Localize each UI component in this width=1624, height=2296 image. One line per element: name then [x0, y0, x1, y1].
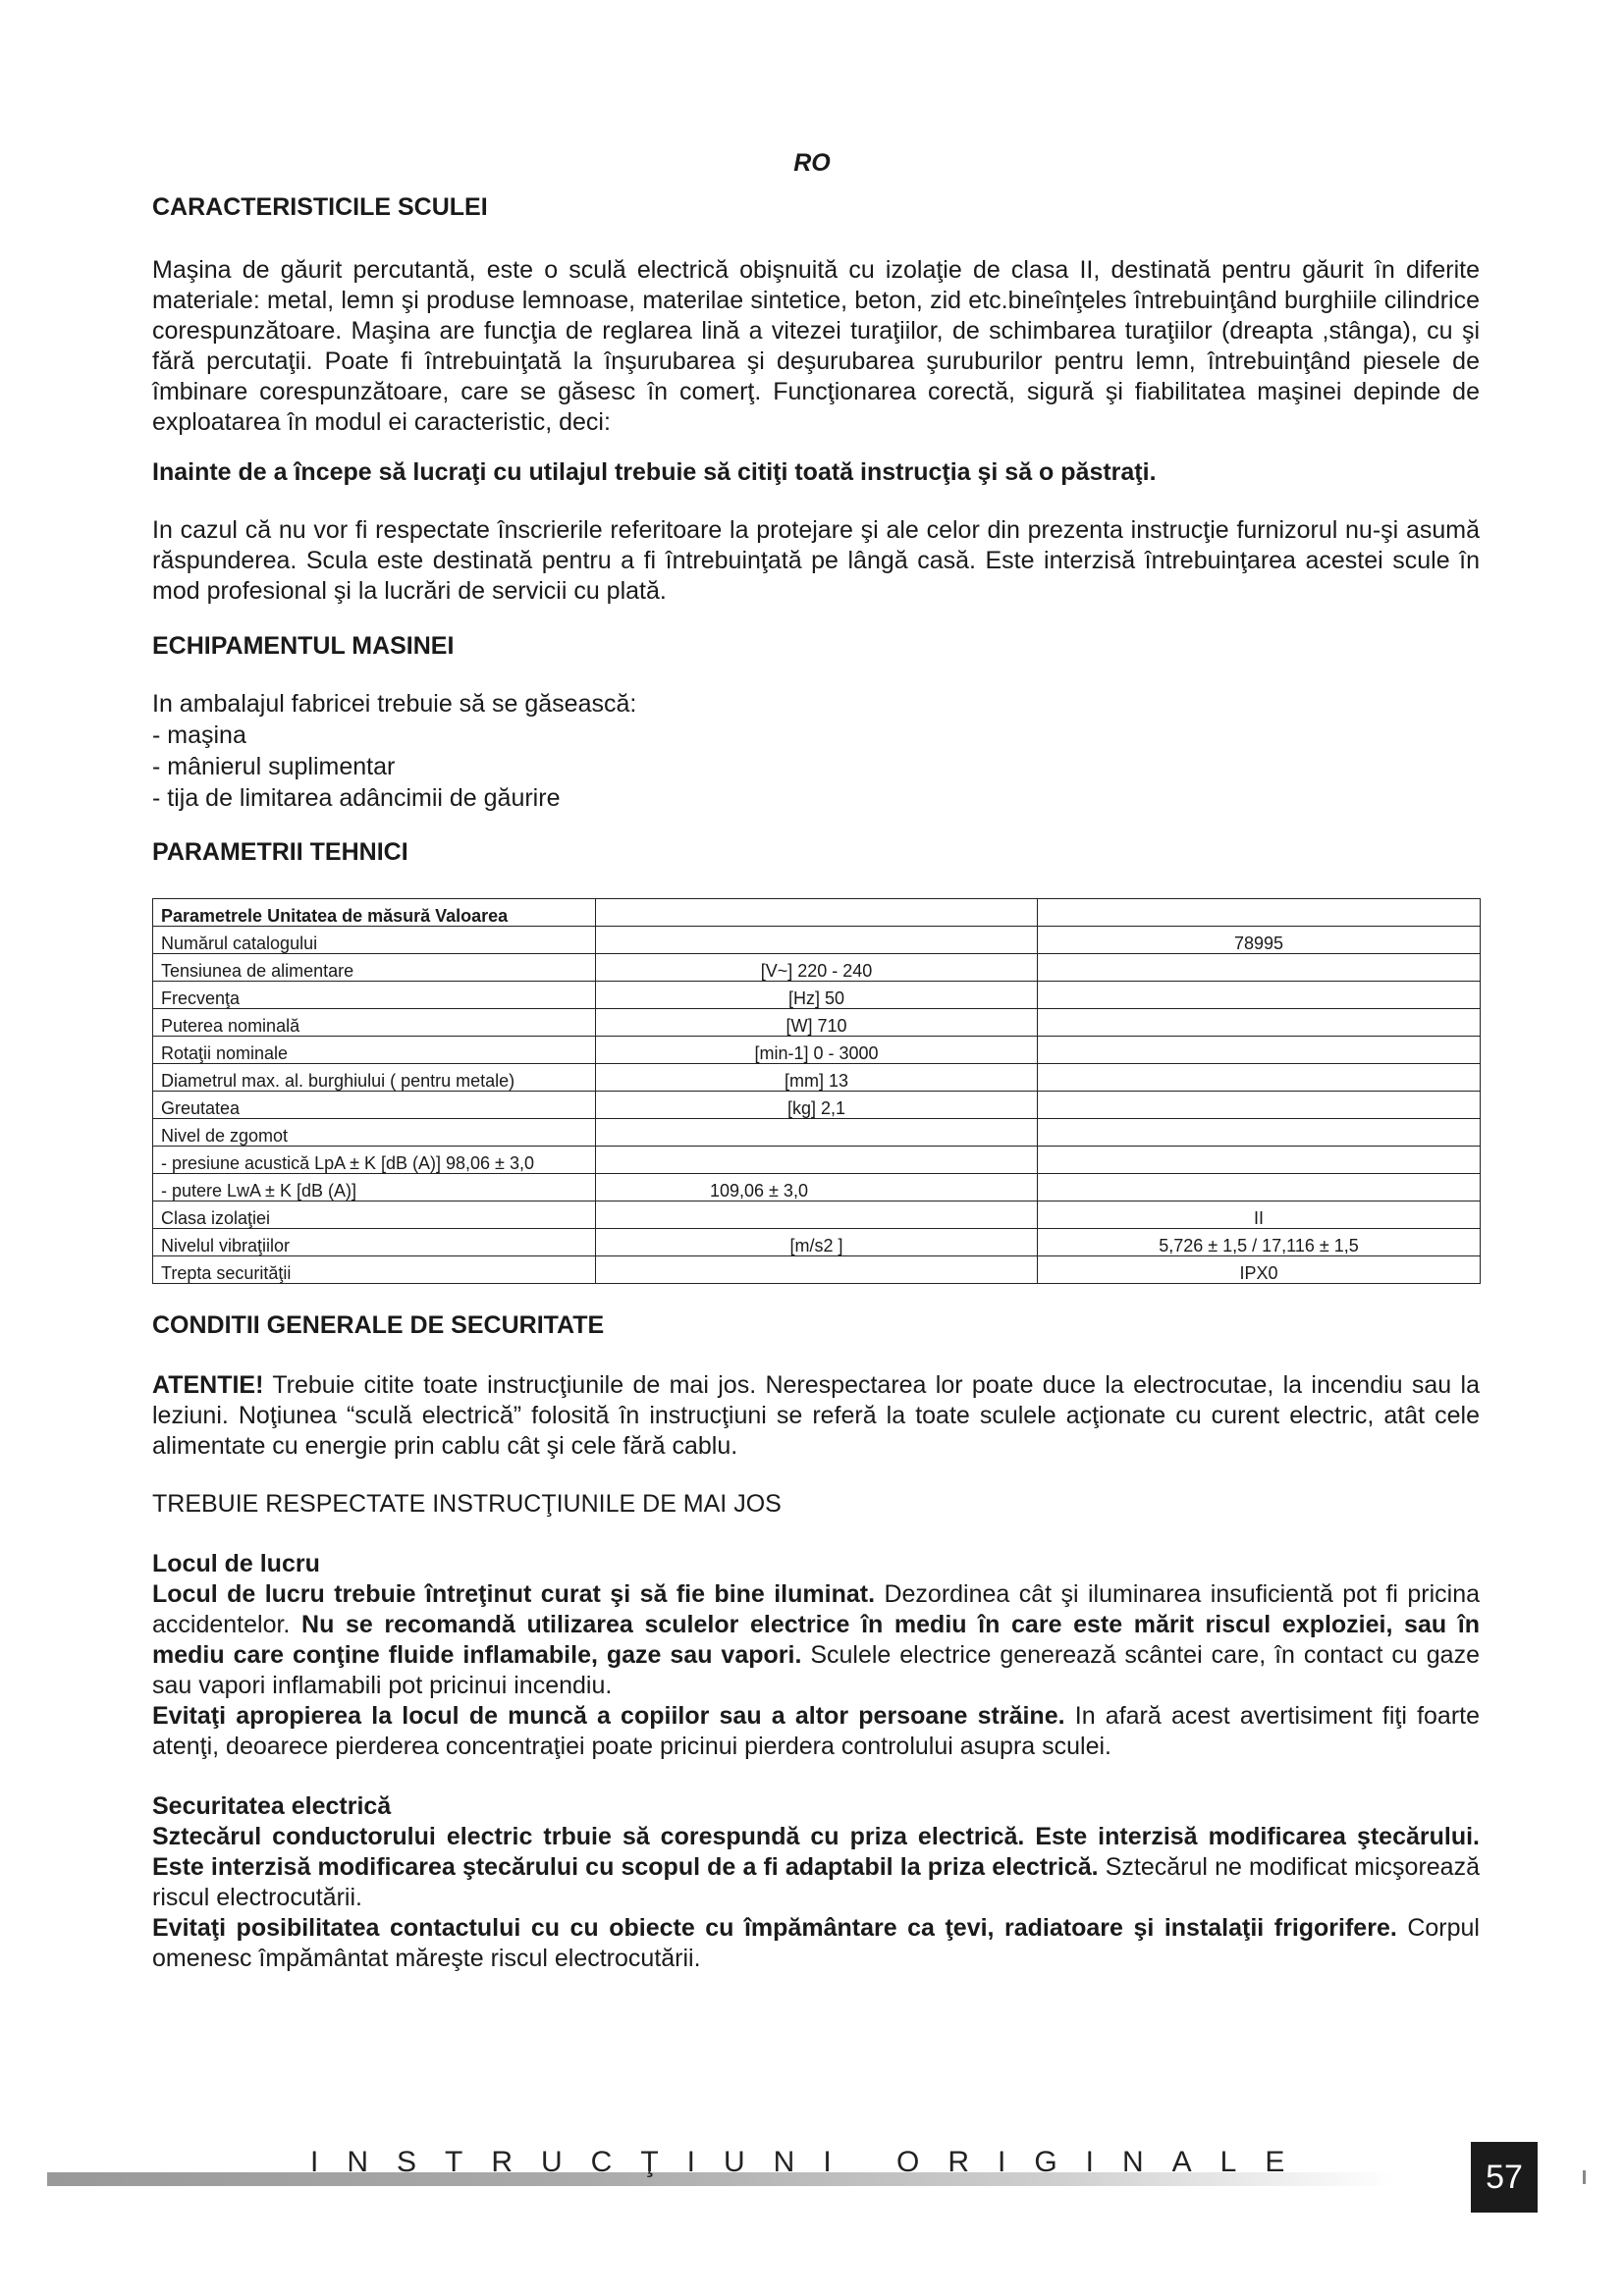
table-cell: Nivelul vibraţiilor [153, 1229, 596, 1256]
table-row [153, 1064, 1481, 1092]
paragraph-workplace-1: Locul de lucru trebuie întreţinut curat şi să fie bine iluminat. Dezordinea cât şi iluminarea insuficientă pot fi pricina accidentelor. Nu se recomandă utilizarea sculelor electrice în mediu în care este mărit riscul exploziei, sau în mediu care conţine fluide inflamabile, gaze sau vapori. Sculele electrice generează scântei care, în contact cu gaze sau vapori inflamabili pot pricinui incendiu. [152, 1580, 1481, 1699]
table-cell: [mm] 13 [596, 1064, 1038, 1092]
section-title-technical-parameters: PARAMETRII TEHNICI [152, 838, 408, 866]
table-row [153, 1174, 1481, 1201]
table-cell: Numărul catalogului [153, 927, 596, 954]
equipment-intro: In ambalajul fabricei trebuie să se găsească: [152, 690, 637, 718]
footer-tick-mark [1583, 2170, 1586, 2184]
table-cell: [Hz] 50 [596, 982, 1038, 1009]
equipment-item: - tija de limitarea adâncimii de găurire [152, 784, 561, 812]
table-cell: 109,06 ± 3,0 [596, 1174, 1038, 1201]
table-cell [1038, 1037, 1481, 1064]
subsection-title-workplace: Locul de lucru [152, 1550, 320, 1577]
table-row [153, 1201, 1481, 1229]
table-cell: Clasa izolaţiei [153, 1201, 596, 1229]
table-cell: Rotaţii nominale [153, 1037, 596, 1064]
table-cell: Puterea nominală [153, 1009, 596, 1037]
paragraph-description: Maşina de găurit percutantă, este o sculă electrică obişnuită cu izolaţie de clasa II, destinată pentru găurit în diferite materiale: metal, lemn şi produse lemnoase, materilae sintetice, beton, zid etc.bineînţeles întrebuinţând burghiile cilindrice corespunzătoare. Maşina are funcţia de reglarea lină a vitezei turaţiilor, de schimbarea turaţiilor (dreapta ,stânga), cu şi fără percutaţii. Poate fi întrebuinţată la înşurubarea şi deşurubarea şuruburilor pentru lemn, întrebuinţând piesele de îmbinare corespunzătoare, care se găsesc în comerţ. Funcţionarea corectă, sigură şi fiabilitatea maşinei depinde de exploatarea în modul ei caracteristic, deci: [152, 256, 1480, 436]
equipment-item: - mânierul suplimentar [152, 753, 396, 780]
table-cell: Diametrul max. al. burghiului ( pentru metale) [153, 1064, 596, 1092]
table-cell [1038, 1064, 1481, 1092]
table-row [153, 1009, 1481, 1037]
table-row [153, 982, 1481, 1009]
section-title-safety: CONDITII GENERALE DE SECURITATE [152, 1311, 605, 1339]
table-row [153, 1092, 1481, 1119]
table-cell: Frecvenţa [153, 982, 596, 1009]
table-cell: Trepta securităţii [153, 1256, 596, 1284]
table-cell: Greutatea [153, 1092, 596, 1119]
table-row [153, 1037, 1481, 1064]
paragraph-electrical-1: Sztecărul conductorului electric trbuie să corespundă cu priza electrică. Este interzisă modificarea ştecărului. Este interzisă modificarea ştecărului cu scopul de a fi adaptabil la priza electrică. Sztecărul ne modificat micşorează riscul electrocutării. [152, 1823, 1480, 1911]
technical-parameters-table [152, 898, 1481, 1284]
table-cell: [W] 710 [596, 1009, 1038, 1037]
paragraph-atentie [152, 1370, 1480, 1462]
table-header-row [153, 899, 1481, 927]
table-cell [1038, 954, 1481, 982]
table-cell [596, 1256, 1038, 1284]
subsection-title-electrical-safety: Securitatea electrică [152, 1792, 392, 1820]
page-number: 57 [1471, 2142, 1538, 2213]
table-cell [596, 1119, 1038, 1147]
paragraph-read-instructions: Inainte de a începe să lucraţi cu utilajul trebuie să citiţi toată instrucţia şi să o păstraţi. [152, 458, 1157, 486]
table-cell: [min-1] 0 - 3000 [596, 1037, 1038, 1064]
language-code: RO [793, 149, 831, 177]
table-cell [596, 1201, 1038, 1229]
page-content [152, 192, 1480, 1974]
table-cell: - putere LwA ± K [dB (A)] [153, 1174, 596, 1201]
footer-original-instructions: INSTRUCŢIUNI ORIGINALE [310, 2146, 1314, 2178]
paragraph-workplace-2: Evitaţi apropierea la locul de muncă a copiilor sau a altor persoane străine. In afară acest avertisiment fiţi foarte atenţi, deoarece pierderea concentraţiei poate pricinui pierdera controlului asupra sculei. [152, 1702, 1480, 1760]
table-cell: 5,726 ± 1,5 / 17,116 ± 1,5 [1038, 1229, 1481, 1256]
table-cell [596, 1147, 1038, 1174]
table-cell: [kg] 2,1 [596, 1092, 1038, 1119]
table-row [153, 927, 1481, 954]
table-cell [1038, 1174, 1481, 1201]
table-cell: Tensiunea de alimentare [153, 954, 596, 982]
table-cell [1038, 1119, 1481, 1147]
table-row [153, 1229, 1481, 1256]
paragraph-respect-instructions: TREBUIE RESPECTATE INSTRUCŢIUNILE DE MAI JOS [152, 1490, 782, 1518]
table-cell [1038, 1147, 1481, 1174]
paragraph-liability: In cazul că nu vor fi respectate înscrierile referitoare la protejare şi ale celor din prezenta instrucţie furnizorul nu-şi asumă răspunderea. Scula este destinată pentru a fi întrebuinţată pe lângă casă. Este interzisă întrebuinţarea acestei scule în mod profesional şi la lucrări de servicii cu plată. [152, 516, 1480, 605]
table-cell [596, 927, 1038, 954]
table-cell: 78995 [1038, 927, 1481, 954]
table-cell [1038, 1009, 1481, 1037]
atentie-text: Trebuie citite toate instrucţiunile de mai jos. Nerespectarea lor poate duce la electrocutae, la incendiu sau la leziuni. Noţiunea “sculă electrică” folosită în instrucţiuni se referă la toate sculele acţionate cu curent electric, atât cele alimentate cu energie prin cablu cât şi cele fără cablu. [152, 1371, 1480, 1460]
table-cell: [V~] 220 - 240 [596, 954, 1038, 982]
table-cell: Nivel de zgomot [153, 1119, 596, 1147]
section-title-equipment: ECHIPAMENTUL MASINEI [152, 632, 455, 660]
section-title-characteristics: CARACTERISTICILE SCULEI [152, 193, 488, 221]
table-row [153, 954, 1481, 982]
equipment-item: - maşina [152, 721, 246, 749]
table-cell: - presiune acustică LpA ± K [dB (A)] 98,06 ± 3,0 [153, 1147, 596, 1174]
table-cell: II [1038, 1201, 1481, 1229]
table-row [153, 1147, 1481, 1174]
atentie-label: ATENTIE! [152, 1371, 264, 1399]
table-row [153, 1256, 1481, 1284]
table-cell [1038, 1092, 1481, 1119]
table-cell [1038, 982, 1481, 1009]
table-cell: IPX0 [1038, 1256, 1481, 1284]
table-header-cell: Parametrele Unitatea de măsură Valoarea [153, 899, 596, 927]
table-cell: [m/s2 ] [596, 1229, 1038, 1256]
table-row [153, 1119, 1481, 1147]
paragraph-electrical-2: Evitaţi posibilitatea contactului cu cu obiecte cu împământare ca ţevi, radiatoare şi instalaţii frigorifere. Corpul omenesc împământat măreşte riscul electrocutării. [152, 1914, 1480, 1972]
